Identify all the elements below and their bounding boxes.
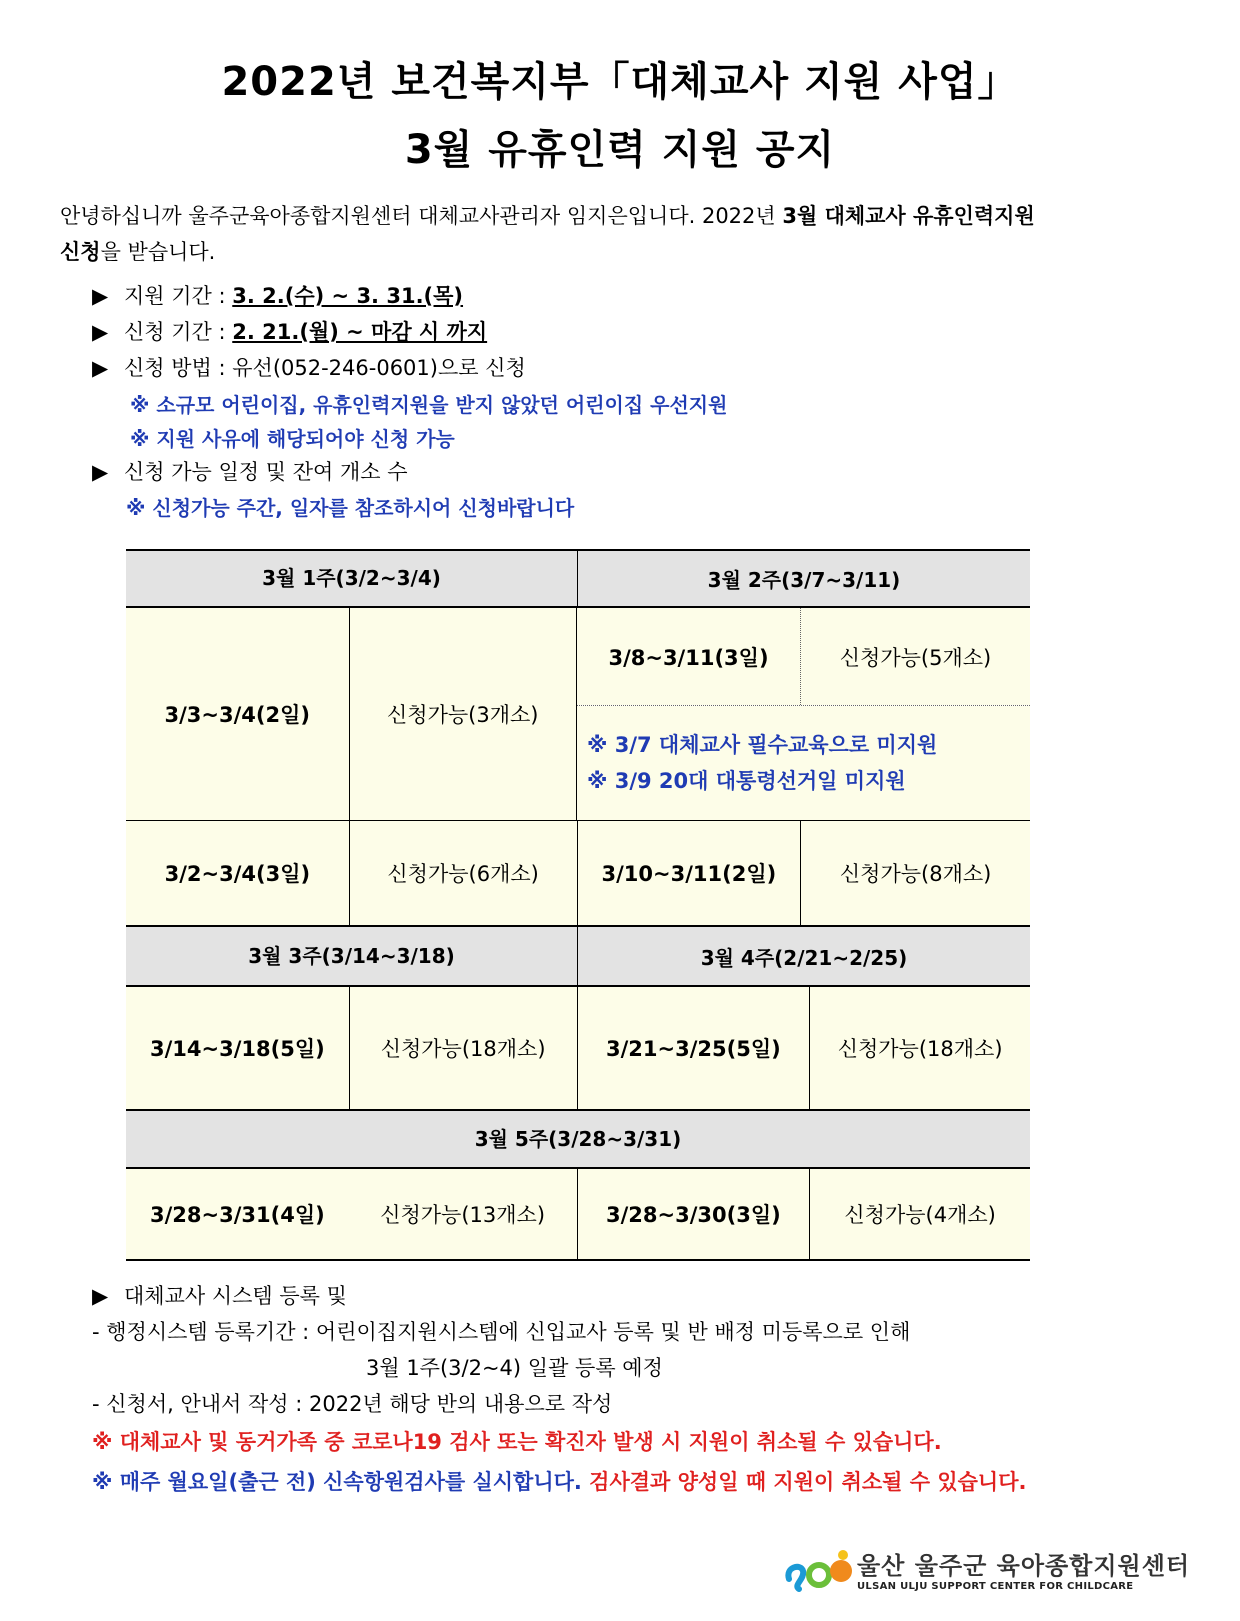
table-header-row [126, 551, 1030, 608]
week1-row1-status: 신청가능(3개소) [350, 608, 578, 820]
week5b-date: 3/28~3/30(3일) [578, 1169, 811, 1259]
triangle-icon: ▶ [92, 284, 109, 308]
table-row [126, 821, 1030, 927]
week2-row1 [577, 608, 1030, 706]
intro-text-end: 을 받습니다. [100, 240, 216, 264]
week3-header: 3월 3주(3/14~3/18) [126, 927, 578, 985]
week5-header: 3월 5주(3/28~3/31) [474, 1127, 682, 1151]
week2-row1-group [577, 608, 1030, 820]
week2-row2-date: 3/10~3/11(2일) [578, 821, 802, 925]
test-notice [92, 1466, 1026, 1496]
week1-row2-status: 신청가능(6개소) [350, 821, 578, 925]
intro-paragraph [60, 198, 1180, 270]
logo-icon [783, 1545, 857, 1593]
week2-row1-date: 3/8~3/11(3일) [577, 608, 801, 705]
note-priority: ※ 소규모 어린이집, 유휴인력지원을 받지 않았던 어린이집 우선지원 [130, 393, 728, 417]
center-logo [783, 1545, 1190, 1593]
period-label: 지원 기간 : [124, 284, 233, 308]
logo-name: 울산 울주군 육아종합지원센터 [857, 1552, 1191, 1580]
week3-status: 신청가능(18개소) [350, 987, 578, 1109]
page-title: 2022년 보건복지부「대체교사 지원 사업」 [221, 59, 1019, 105]
week2-notes [577, 706, 1030, 820]
period-value: 3. 2.(수) ~ 3. 31.(목) [232, 284, 464, 308]
week1-row2-date: 3/2~3/4(3일) [126, 821, 350, 925]
note-reference: ※ 신청가능 주간, 일자를 참조하시어 신청바랍니다 [126, 496, 575, 520]
bullet-schedule [92, 456, 407, 486]
page-subtitle: 3월 유휴인력 지원 공지 [404, 127, 836, 173]
logo-sub: ULSAN ULJU SUPPORT CENTER FOR CHILDCARE [857, 1581, 1134, 1592]
bullet-method [92, 352, 526, 382]
apply-value: 2. 21.(월) ~ 마감 시 까지 [232, 320, 488, 344]
triangle-icon: ▶ [92, 1284, 109, 1308]
admin-registration-cont: 3월 1주(3/2~4) 일괄 등록 예정 [366, 1356, 663, 1380]
week2-note1: ※ 3/7 대체교사 필수교육으로 미지원 [587, 733, 938, 757]
covid-warning: ※ 대체교사 및 동거가족 중 코로나19 검사 또는 확진자 발생 시 지원이 취소될 수 있습니다. [92, 1430, 942, 1454]
table-row [126, 608, 1030, 821]
bullet-apply [92, 316, 487, 346]
week5a-date: 3/28~3/31(4일) [126, 1169, 349, 1259]
week2-header: 3월 2주(3/7~3/11) [707, 568, 901, 592]
table-header-row [126, 1111, 1030, 1169]
form-writing: - 신청서, 안내서 작성 : 2022년 해당 반의 내용으로 작성 [92, 1392, 613, 1416]
week4-header: 3월 4주(2/21~2/25) [700, 945, 908, 970]
week5b-status: 신청가능(4개소) [810, 1169, 1030, 1259]
week5a-status: 신청가능(13개소) [349, 1169, 578, 1259]
table-row [126, 1169, 1030, 1259]
intro-bold-apply: 신청 [60, 240, 101, 264]
triangle-icon: ▶ [92, 460, 109, 484]
week1-row1-date: 3/3~3/4(2일) [126, 608, 350, 820]
intro-bold: 3월 대체교사 유휴인력지원 [782, 204, 1035, 228]
week2-row1-status: 신청가능(5개소) [801, 608, 1030, 705]
week3-date: 3/14~3/18(5일) [126, 987, 350, 1109]
intro-text: 안녕하십니까 울주군육아종합지원센터 대체교사관리자 임지은입니다. 2022년 [60, 204, 783, 228]
test-notice-red: 검사결과 양성일 때 지원이 취소될 수 있습니다. [581, 1470, 1027, 1494]
triangle-icon: ▶ [92, 356, 109, 380]
bullet-system [92, 1280, 347, 1310]
table-row [126, 987, 1030, 1111]
schedule-text: 신청 가능 일정 및 잔여 개소 수 [124, 460, 408, 484]
note-eligibility: ※ 지원 사유에 해당되어야 신청 가능 [130, 427, 455, 451]
method-text: 신청 방법 : 유선(052-246-0601)으로 신청 [124, 356, 526, 380]
system-text: 대체교사 시스템 등록 및 [124, 1284, 347, 1308]
schedule-table [126, 549, 1030, 1261]
test-notice-blue: ※ 매주 월요일(출근 전) 신속항원검사를 실시합니다. [92, 1470, 582, 1494]
week4-status: 신청가능(18개소) [810, 987, 1030, 1109]
bullet-period [92, 280, 463, 310]
apply-label: 신청 기간 : [124, 320, 233, 344]
triangle-icon: ▶ [92, 320, 109, 344]
week2-row2-status: 신청가능(8개소) [801, 821, 1030, 925]
week4-date: 3/21~3/25(5일) [578, 987, 811, 1109]
table-header-row [126, 927, 1030, 987]
week1-header: 3월 1주(3/2~3/4) [126, 551, 578, 606]
week2-note2: ※ 3/9 20대 대통령선거일 미지원 [587, 769, 906, 793]
admin-registration: - 행정시스템 등록기간 : 어린이집지원시스템에 신입교사 등록 및 반 배정 미등록으로 인해 [92, 1320, 911, 1344]
